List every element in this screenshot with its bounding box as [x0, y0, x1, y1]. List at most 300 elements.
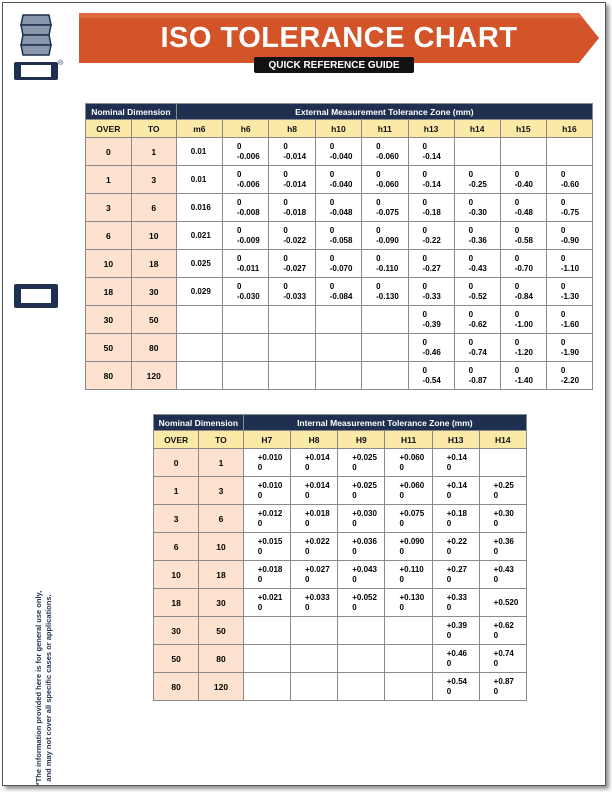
- tolerance-cell: [362, 278, 408, 306]
- tolerance-lower: 0: [493, 546, 499, 556]
- tolerance-upper: 0: [514, 337, 520, 347]
- tolerance-lower: -0.075: [376, 207, 399, 217]
- tolerance-lower: -0.84: [514, 291, 533, 301]
- tolerance-cell: [479, 645, 526, 673]
- tolerance-upper: 0: [329, 141, 335, 151]
- table-row: [154, 449, 527, 477]
- tolerance-upper: 0: [560, 197, 566, 207]
- tolerance-upper: +0.62: [493, 620, 514, 630]
- tolerance-cell: [479, 533, 526, 561]
- tolerance-lower: -0.46: [422, 347, 441, 357]
- tolerance-cell: [243, 617, 290, 645]
- dim-over-cell: 30: [154, 617, 199, 645]
- tolerance-upper: 0: [283, 169, 288, 179]
- tolerance-lower: 0: [493, 574, 499, 584]
- tolerance-upper: 0: [422, 337, 427, 347]
- tolerance-lower: -0.060: [376, 179, 399, 189]
- tolerance-upper: 0: [514, 197, 520, 207]
- tolerance-cell: [454, 138, 500, 166]
- tolerance-upper: +0.110: [399, 564, 424, 574]
- tolerance-cell: [432, 617, 479, 645]
- table-row: [86, 306, 593, 334]
- tolerance-cell: [432, 533, 479, 561]
- tolerance-cell: [315, 278, 361, 306]
- int-table-body: [154, 449, 527, 701]
- tolerance-upper: +0.018: [257, 564, 283, 574]
- tolerance-upper: +0.043: [352, 564, 377, 574]
- tolerance-lower: -0.027: [283, 263, 307, 273]
- external-col-h16: h16: [546, 120, 592, 138]
- tolerance-upper: 0: [514, 253, 520, 263]
- tolerance-cell: [362, 138, 408, 166]
- table-row: [154, 589, 527, 617]
- tolerance-cell: [269, 222, 315, 250]
- int-group-dimension-header: Nominal Dimension: [154, 415, 244, 431]
- tolerance-upper: +0.39: [446, 620, 467, 630]
- dim-to-cell: 50: [131, 306, 176, 334]
- tolerance-upper: 0: [283, 197, 288, 207]
- tolerance-upper: +0.010: [257, 452, 283, 462]
- tolerance-lower: -0.75: [560, 207, 580, 217]
- external-col-h15: h15: [500, 120, 546, 138]
- internal-col-h11: H11: [385, 431, 432, 449]
- tolerance-cell: [546, 138, 592, 166]
- tolerance-cell: [269, 138, 315, 166]
- dim-to-cell: 1: [199, 449, 243, 477]
- ext-group-zone-header: External Measurement Tolerance Zone (mm): [176, 104, 592, 120]
- tolerance-cell: [290, 561, 337, 589]
- tolerance-cell: [454, 334, 500, 362]
- tolerance-cell: [338, 449, 385, 477]
- tolerance-cell: [385, 477, 432, 505]
- tolerance-cell: [408, 222, 454, 250]
- internal-tolerance-table: [153, 414, 527, 701]
- tolerance-upper: 0: [468, 337, 474, 347]
- tolerance-lower: -0.084: [329, 291, 353, 301]
- tolerance-cell: [290, 505, 337, 533]
- tolerance-upper: 0: [329, 169, 335, 179]
- external-col-h14: h14: [454, 120, 500, 138]
- tolerance-cell: [243, 449, 290, 477]
- tolerance-cell: [362, 222, 408, 250]
- int-column-header-row: [154, 431, 527, 449]
- tolerance-lower: -0.74: [468, 347, 487, 357]
- tolerance-lower: -1.60: [560, 319, 580, 329]
- tolerance-cell: [408, 166, 454, 194]
- tolerance-cell: [408, 334, 454, 362]
- tolerance-upper: 0: [422, 281, 427, 291]
- tolerance-cell: [269, 362, 315, 390]
- tolerance-upper: 0: [422, 197, 427, 207]
- disclaimer: [29, 590, 59, 786]
- tolerance-cell: [315, 306, 361, 334]
- tolerance-cell: [222, 166, 268, 194]
- dim-to-cell: 6: [199, 505, 243, 533]
- tolerance-cell: [454, 362, 500, 390]
- tolerance-cell: [500, 222, 546, 250]
- tolerance-cell: [546, 166, 592, 194]
- tolerance-upper: +0.27: [446, 564, 467, 574]
- tolerance-cell: [454, 250, 500, 278]
- dim-over-cell: 0: [154, 449, 199, 477]
- tolerance-cell: [432, 673, 479, 701]
- tolerance-upper: +0.033: [304, 592, 330, 602]
- tolerance-cell: [362, 194, 408, 222]
- tolerance-lower: -0.60: [560, 179, 580, 189]
- brand-strip: [3, 3, 73, 785]
- svg-text:®: ®: [58, 60, 64, 67]
- tolerance-upper: +0.018: [304, 508, 330, 518]
- tolerance-upper: 0: [376, 225, 381, 235]
- tolerance-cell: [500, 250, 546, 278]
- tolerance-cell: [290, 673, 337, 701]
- table-row: [86, 362, 593, 390]
- dim-to-cell: 30: [131, 278, 176, 306]
- tolerance-upper: 0: [468, 281, 474, 291]
- tolerance-cell: [546, 362, 592, 390]
- tolerance-lower: 0: [257, 574, 263, 584]
- disclaimer-text: [34, 591, 54, 785]
- tolerance-cell: [408, 250, 454, 278]
- tolerance-lower: -0.25: [468, 179, 487, 189]
- table-row: [86, 138, 593, 166]
- tolerance-upper: +0.014: [304, 452, 330, 462]
- tolerance-cell: [176, 334, 222, 362]
- tolerance-lower: -0.060: [376, 151, 399, 161]
- tolerance-upper: 0: [514, 169, 520, 179]
- tolerance-lower: -0.018: [283, 207, 307, 217]
- tolerance-upper: +0.14: [446, 452, 467, 462]
- tolerance-upper: +0.090: [399, 536, 425, 546]
- tolerance-upper: 0: [329, 253, 335, 263]
- tolerance-lower: -0.39: [422, 319, 441, 329]
- tolerance-upper: 0.021: [190, 230, 211, 240]
- tolerance-upper: 0: [560, 365, 566, 375]
- tolerance-upper: +0.87: [493, 676, 514, 686]
- tolerance-cell: [315, 222, 361, 250]
- tolerance-cell: [479, 477, 526, 505]
- internal-col-h13: H13: [432, 431, 479, 449]
- tolerance-cell: [408, 278, 454, 306]
- dim-to-cell: 3: [131, 166, 176, 194]
- tolerance-lower: -0.014: [283, 151, 307, 161]
- tolerance-upper: 0.01: [190, 174, 207, 184]
- dim-over-cell: 10: [86, 250, 132, 278]
- tolerance-cell: [315, 334, 361, 362]
- tolerance-upper: 0: [236, 169, 242, 179]
- table-row: [154, 645, 527, 673]
- tolerance-cell: [385, 561, 432, 589]
- tolerance-upper: 0: [560, 253, 566, 263]
- tolerance-lower: -0.070: [329, 263, 353, 273]
- tolerance-lower: -1.40: [514, 375, 533, 385]
- tolerance-cell: [479, 589, 526, 617]
- tolerance-lower: 0: [399, 462, 404, 472]
- tolerance-lower: -1.30: [560, 291, 580, 301]
- table-row: [154, 533, 527, 561]
- tolerance-upper: +0.54: [446, 676, 467, 686]
- dim-over-cell: 0: [86, 138, 132, 166]
- tolerance-lower: -0.36: [468, 235, 487, 245]
- tolerance-cell: [385, 673, 432, 701]
- tolerance-cell: [315, 166, 361, 194]
- page-subtitle: QUICK REFERENCE GUIDE: [254, 57, 414, 73]
- int-col-over: OVER: [154, 431, 199, 449]
- dim-over-cell: 10: [154, 561, 199, 589]
- tolerance-lower: 0: [399, 602, 404, 612]
- tolerance-cell: [362, 362, 408, 390]
- tolerance-lower: 0: [446, 490, 452, 500]
- disclaimer-line-1: *The information provided here is for general use only,: [34, 590, 44, 786]
- tolerance-upper: 0: [422, 169, 427, 179]
- tolerance-lower: -1.00: [514, 319, 533, 329]
- tolerance-upper: 0: [236, 253, 242, 263]
- dim-over-cell: 30: [86, 306, 132, 334]
- tolerance-cell: [432, 589, 479, 617]
- tolerance-cell: [290, 449, 337, 477]
- tolerance-cell: [269, 334, 315, 362]
- ext-col-over: OVER: [86, 120, 132, 138]
- tolerance-lower: -0.22: [422, 235, 441, 245]
- ext-column-header-row: [86, 120, 593, 138]
- tolerance-cell: [176, 250, 222, 278]
- tolerance-cell: [432, 561, 479, 589]
- tolerance-lower: 0: [304, 574, 310, 584]
- tolerance-upper: +0.14: [446, 480, 467, 490]
- tolerance-cell: [500, 278, 546, 306]
- tolerance-lower: 0: [304, 602, 310, 612]
- tolerance-upper: 0: [329, 197, 335, 207]
- tolerance-lower: 0: [399, 546, 404, 556]
- tolerance-lower: 0: [446, 546, 452, 556]
- dim-to-cell: 10: [199, 533, 243, 561]
- tolerance-upper: +0.22: [446, 536, 467, 546]
- tolerance-upper: 0: [468, 169, 474, 179]
- tolerance-upper: +0.025: [352, 480, 377, 490]
- tolerance-cell: [385, 617, 432, 645]
- tolerance-upper: 0.029: [190, 286, 211, 296]
- brand-name-text: BELMETRIC.COM: [23, 81, 49, 275]
- tolerance-upper: 0: [376, 169, 381, 179]
- tolerance-lower: -0.090: [376, 235, 399, 245]
- tolerance-cell: [176, 194, 222, 222]
- table-row: [154, 505, 527, 533]
- tolerance-lower: 0: [257, 490, 263, 500]
- tolerance-upper: 0: [560, 169, 566, 179]
- tolerance-cell: [432, 645, 479, 673]
- tolerance-cell: [385, 505, 432, 533]
- tolerance-cell: [222, 194, 268, 222]
- tolerance-cell: [432, 477, 479, 505]
- tolerance-lower: 0: [352, 518, 357, 528]
- tolerance-lower: -0.30: [468, 207, 487, 217]
- external-col-h10: h10: [315, 120, 361, 138]
- tolerance-upper: 0: [560, 309, 566, 319]
- tolerance-upper: +0.060: [399, 480, 425, 490]
- tolerance-cell: [290, 477, 337, 505]
- tolerance-cell: [315, 194, 361, 222]
- tolerance-lower: -0.27: [422, 263, 441, 273]
- tolerance-upper: 0: [468, 365, 474, 375]
- internal-col-h9: H9: [338, 431, 385, 449]
- dim-over-cell: 3: [154, 505, 199, 533]
- tolerance-cell: [546, 334, 592, 362]
- tolerance-cell: [176, 138, 222, 166]
- tolerance-cell: [408, 194, 454, 222]
- tolerance-cell: [500, 166, 546, 194]
- tolerance-lower: -1.90: [560, 347, 580, 357]
- tolerance-cell: [176, 222, 222, 250]
- tolerance-cell: [315, 138, 361, 166]
- tolerance-upper: 0: [468, 197, 474, 207]
- tolerance-lower: 0: [493, 630, 499, 640]
- internal-col-h7: H7: [243, 431, 290, 449]
- tolerance-cell: [338, 617, 385, 645]
- dim-to-cell: 120: [131, 362, 176, 390]
- tolerance-cell: [454, 194, 500, 222]
- table-row: [86, 278, 593, 306]
- tolerance-cell: [500, 138, 546, 166]
- tolerance-cell: [408, 306, 454, 334]
- tolerance-upper: +0.030: [352, 508, 377, 518]
- tolerance-lower: 0: [352, 462, 357, 472]
- dim-to-cell: 3: [199, 477, 243, 505]
- tolerance-lower: 0: [304, 546, 310, 556]
- tolerance-lower: 0: [493, 518, 499, 528]
- tolerance-cell: [385, 449, 432, 477]
- external-tolerance-table: [85, 103, 593, 390]
- tolerance-lower: 0: [446, 574, 452, 584]
- tolerance-upper: 0: [376, 253, 381, 263]
- tolerance-upper: +0.30: [493, 508, 514, 518]
- tolerance-upper: +0.74: [493, 648, 514, 658]
- tolerance-upper: 0: [283, 253, 288, 263]
- tolerance-upper: +0.36: [493, 536, 514, 546]
- external-col-h11: h11: [362, 120, 408, 138]
- tolerance-cell: [338, 477, 385, 505]
- table-row: [86, 250, 593, 278]
- tolerance-cell: [362, 306, 408, 334]
- ext-col-to: TO: [131, 120, 176, 138]
- tolerance-lower: 0: [352, 574, 357, 584]
- page: [2, 2, 606, 786]
- tolerance-cell: [290, 533, 337, 561]
- tolerance-cell: [432, 505, 479, 533]
- tolerance-upper: +0.015: [257, 536, 283, 546]
- tolerance-cell: [479, 617, 526, 645]
- ext-table-body: [86, 138, 593, 390]
- tolerance-cell: [362, 166, 408, 194]
- tolerance-upper: 0: [329, 225, 335, 235]
- tolerance-cell: [269, 306, 315, 334]
- external-col-m6: m6: [176, 120, 222, 138]
- tolerance-lower: 0: [304, 518, 310, 528]
- tolerance-upper: 0: [376, 141, 381, 151]
- tolerance-lower: -0.18: [422, 207, 441, 217]
- tolerance-cell: [454, 278, 500, 306]
- tolerance-cell: [222, 222, 268, 250]
- tolerance-lower: -0.048: [329, 207, 353, 217]
- tolerance-upper: 0: [468, 309, 474, 319]
- table-row: [86, 166, 593, 194]
- tolerance-lower: 0: [446, 518, 452, 528]
- tolerance-cell: [315, 362, 361, 390]
- tolerance-lower: -0.030: [236, 291, 260, 301]
- tolerance-lower: -0.006: [236, 179, 260, 189]
- tolerance-upper: +0.036: [352, 536, 377, 546]
- tolerance-lower: 0: [352, 602, 357, 612]
- tolerance-upper: 0: [560, 281, 566, 291]
- tolerance-upper: 0: [422, 365, 427, 375]
- dim-to-cell: 10: [131, 222, 176, 250]
- tolerance-lower: -0.040: [329, 179, 353, 189]
- dim-to-cell: 6: [131, 194, 176, 222]
- tolerance-lower: 0: [304, 462, 310, 472]
- tolerance-cell: [243, 505, 290, 533]
- tolerance-cell: [362, 250, 408, 278]
- tolerance-upper: 0.016: [190, 202, 211, 212]
- tolerance-lower: -0.011: [236, 263, 260, 273]
- tolerance-cell: [338, 561, 385, 589]
- tolerance-cell: [454, 306, 500, 334]
- tolerance-upper: 0: [329, 281, 335, 291]
- tolerance-lower: -0.014: [283, 179, 307, 189]
- tolerance-lower: 0: [446, 462, 452, 472]
- table-row: [154, 477, 527, 505]
- dim-over-cell: 18: [154, 589, 199, 617]
- tolerance-cell: [546, 222, 592, 250]
- tolerance-upper: +0.075: [399, 508, 425, 518]
- tolerance-lower: 0: [399, 518, 404, 528]
- tolerance-upper: 0: [422, 225, 427, 235]
- dim-over-cell: 50: [86, 334, 132, 362]
- tolerance-cell: [338, 673, 385, 701]
- tolerance-lower: -0.130: [376, 291, 399, 301]
- tolerance-cell: [176, 362, 222, 390]
- tolerance-cell: [338, 645, 385, 673]
- brand-name: [17, 83, 55, 273]
- tolerance-upper: 0: [514, 281, 520, 291]
- tolerance-cell: [338, 505, 385, 533]
- tolerance-upper: 0: [236, 281, 242, 291]
- tolerance-cell: [290, 645, 337, 673]
- tolerance-upper: +0.060: [399, 452, 425, 462]
- tolerance-lower: -1.10: [560, 263, 580, 273]
- tolerance-upper: 0.01: [190, 146, 207, 156]
- table-row: [86, 334, 593, 362]
- table-row: [86, 222, 593, 250]
- tolerance-lower: 0: [493, 658, 499, 668]
- tolerance-lower: -0.040: [329, 151, 353, 161]
- dim-to-cell: 50: [199, 617, 243, 645]
- tolerance-upper: 0: [560, 225, 566, 235]
- tolerance-lower: 0: [493, 686, 499, 696]
- dim-over-cell: 6: [86, 222, 132, 250]
- tolerance-lower: -0.14: [422, 151, 441, 161]
- tolerance-upper: +0.025: [352, 452, 377, 462]
- dim-to-cell: 1: [131, 138, 176, 166]
- table-row: [154, 561, 527, 589]
- tolerance-cell: [222, 250, 268, 278]
- tolerance-lower: -2.20: [560, 375, 580, 385]
- dim-to-cell: 18: [131, 250, 176, 278]
- tolerance-cell: [269, 166, 315, 194]
- tolerance-lower: 0: [257, 518, 263, 528]
- tolerance-cell: [269, 278, 315, 306]
- ext-group-dimension-header: Nominal Dimension: [86, 104, 177, 120]
- tolerance-cell: [222, 306, 268, 334]
- tolerance-lower: 0: [446, 630, 452, 640]
